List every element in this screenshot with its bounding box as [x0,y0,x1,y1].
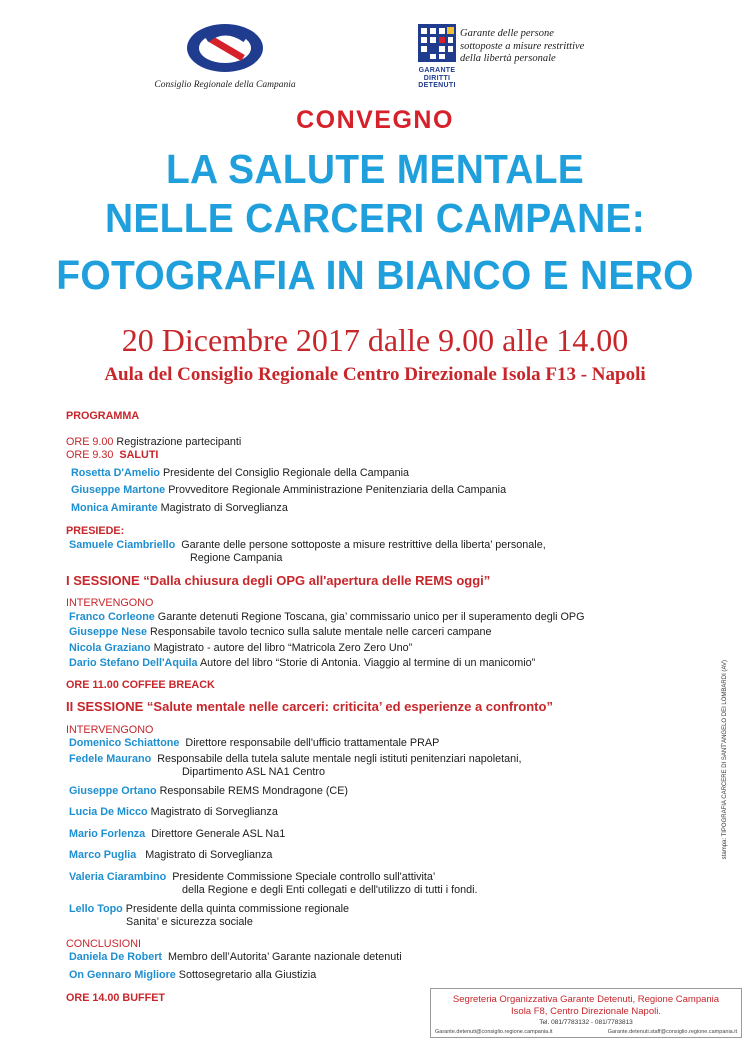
speaker-role: Garante detenuti Regione Toscana, gia’ commissario unico per il superamento degli OPG [157,610,585,623]
consiglio-caption: Consiglio Regionale della Campania [154,80,296,90]
speaker-role: Magistrato - autore del libro “Matricola Zero Zero Uno” [153,641,413,654]
garante-label-3: DETENUTI [418,82,456,89]
speaker-name: Marco Puglia [69,849,137,861]
presiede-label: PRESIEDE: [66,525,125,537]
speaker-name: Lello Topo [69,902,123,915]
speaker-role-cont: Regione Campania [190,552,283,564]
event-title-line-1: LA SALUTE MENTALE [165,146,585,192]
garante-emblem [418,24,456,90]
registration-time: ORE 9.00 [66,435,114,448]
list-item [66,806,726,820]
conclusioni-label: CONCLUSIONI [66,937,141,950]
list-item [66,871,726,885]
list-item [66,828,726,842]
speaker-name: On Gennaro Migliore [69,968,176,981]
speaker-role: Autore del libro “Storie di Antonia. Viaggio al termine di un manicomio” [199,657,536,669]
speaker-name: Monica Amirante [71,501,158,514]
list-item [66,626,726,640]
list-item [66,642,726,656]
list-item [66,467,726,481]
speaker-name: Samuele Ciambriello [69,538,176,551]
list-item [66,969,726,983]
list-item [66,539,726,553]
speaker-role: Responsabile REMS Mondragone (CE) [159,784,349,797]
speaker-name: Dario Stefano Dell'Aquila [69,657,198,669]
speaker-role: Direttore Generale ASL Na1 [151,827,286,840]
garante-caption-line: sottoposte a misure restrittive [460,40,585,52]
list-item [66,785,726,799]
speaker-role: Presidente del Consiglio Regionale della Campania [162,466,410,479]
list-item [66,903,726,917]
list-item [66,737,726,751]
speaker-name: Mario Forlenza [69,827,146,840]
speaker-name: Rosetta D'Amelio [71,466,160,479]
intervengono-label: INTERVENGONO [66,723,154,736]
secretariat-line-1: Segreteria Organizzativa Garante Detenuti, Regione Campania [452,994,720,1005]
speaker-role-cont: Dipartimento ASL NA1 Centro [182,766,326,778]
saluti-row [66,449,726,463]
event-kicker: CONVEGNO [296,106,454,134]
speaker-role: Sottosegretario alla Giustizia [178,968,317,981]
speaker-role-cont: della Regione e degli Enti collegati e dell'utilizzo di tutti i fondi. [182,884,478,896]
garante-caption-line: Garante delle persone [460,28,554,39]
speaker-role: Presidente Commissione Speciale controllo sull'attivita’ [172,870,436,883]
garante-caption-line: della libertà personale [460,53,556,64]
speaker-name: Nicola Graziano [69,641,151,654]
session-2-title: II SESSIONE “Salute mentale nelle carceri: criticita’ ed esperienze a confronto” [66,699,553,714]
speaker-name: Giuseppe Ortano [69,784,157,797]
registration-text: Registrazione partecipanti [116,435,242,448]
email-link-2[interactable]: Garante.detenuti.staff@consiglio.regione.campania.it [607,1029,737,1035]
speaker-role: Magistrato di Sorveglianza [150,806,278,818]
garante-label-2: DIRITTI [423,74,451,82]
secretariat-line-2: Isola F8, Centro Direzionale Napoli. [511,1006,661,1017]
speaker-role: Direttore responsabile dell'ufficio trattamentale PRAP [185,737,440,749]
speaker-name: Daniela De Robert [69,951,162,963]
speaker-name: Valeria Ciarambino [69,870,167,883]
saluti-label: SALUTI [119,449,159,461]
speaker-name: Giuseppe Martone [71,484,166,496]
speaker-role-cont: Sanita’ e sicurezza sociale [126,916,253,928]
speaker-role: Garante delle persone sottoposte a misure restrittive della liberta’ personale, [181,538,546,551]
speaker-name: Lucia De Micco [69,806,148,818]
event-title-line-3: FOTOGRAFIA IN BIANCO E NERO [56,252,694,298]
consiglio-regionale-logo [150,22,300,90]
list-item [66,657,726,671]
secretariat-emails [435,1029,737,1035]
speaker-role: Provveditore Regionale Amministrazione Penitenziaria della Campania [168,484,507,496]
secretariat-box [430,988,742,1038]
speaker-role: Magistrato di Sorveglianza [160,501,288,514]
speaker-role: Magistrato di Sorveglianza [145,849,273,861]
speaker-role: Membro dell’Autorita’ Garante nazionale detenuti [168,951,402,963]
speaker-role: Presidente della quinta commissione regionale [125,902,350,915]
grid-emblem-icon [418,24,456,62]
email-link-1[interactable]: Garante.detenuti@consiglio.regione.campania.it [435,1029,553,1035]
speaker-role: Responsabile della tutela salute mentale negli istituti penitenziari napoletani, [157,752,522,765]
registration-row [66,436,726,450]
event-date: 20 Dicembre 2017 dalle 9.00 alle 14.00 [121,322,629,358]
list-item [66,849,726,863]
speaker-name: Domenico Schiattone [69,737,180,749]
secretariat-phone: Tel. 081/7783132 - 081/7783813 [539,1019,633,1026]
list-item [66,611,726,625]
list-item [66,502,726,516]
buffet: ORE 14.00 BUFFET [66,992,165,1004]
intervengono-label: INTERVENGONO [66,597,154,609]
saluti-time: ORE 9.30 [66,449,114,461]
garante-caption [460,28,584,66]
list-item [66,484,726,498]
garante-label-1: GARANTE [418,67,456,74]
list-item [66,753,726,767]
printer-side-note [722,660,732,960]
session-1-title: I SESSIONE “Dalla chiusura degli OPG all'apertura delle REMS oggi” [66,572,491,588]
list-item [66,951,726,965]
speaker-name: Giuseppe Nese [69,626,148,638]
program-heading: PROGRAMMA [66,410,140,422]
printer-note-text: stampa: TIPOGRAFIA CARCERE DI SANT'ANGELO DEI LOMBARDI (AV) [722,660,728,860]
campania-emblem-icon [185,22,265,74]
speaker-role: Responsabile tavolo tecnico sulla salute mentale nelle carceri campane [150,626,492,638]
speaker-name: Franco Corleone [69,610,155,623]
event-title-line-2: NELLE CARCERI CAMPANE: [104,195,646,241]
program [66,410,726,1006]
event-place: Aula del Consiglio Regionale Centro Direzionale Isola F13 - Napoli [104,364,646,385]
coffee-break: ORE 11.00 COFFEE BREACK [66,678,215,691]
speaker-name: Fedele Maurano [69,752,152,765]
